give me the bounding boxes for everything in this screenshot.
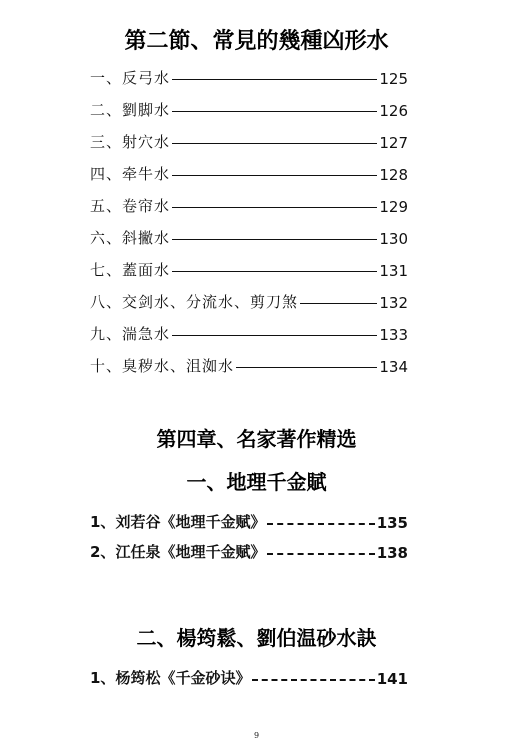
entry-title: 斜撇水: [122, 229, 171, 247]
toc-entry[interactable]: [90, 160, 408, 184]
entry-number: 三、: [90, 133, 123, 151]
dot-leader: [172, 271, 377, 272]
part2-title: 二、楊筠鬆、劉伯温砂水訣: [136, 626, 377, 650]
entry-page: 133: [379, 326, 408, 344]
entry-page: 129: [379, 198, 408, 216]
entry-title: 劉脚水: [122, 101, 171, 119]
entry-page: 134: [379, 358, 408, 376]
entry-page: 127: [379, 134, 408, 152]
dot-leader: [172, 79, 377, 80]
toc-entry[interactable]: [90, 64, 408, 88]
chapter-title: 第四章、名家著作精选: [156, 427, 357, 451]
entry-title: 江任泉《地理千金赋》: [115, 543, 266, 561]
toc-entry[interactable]: [90, 538, 408, 562]
dash-leader: [267, 523, 374, 525]
dot-leader: [172, 143, 377, 144]
page-number: 9: [253, 731, 260, 740]
entry-page: 138: [376, 544, 408, 562]
toc-entry[interactable]: [90, 256, 408, 280]
entry-number: 六、: [90, 229, 123, 247]
toc-entry[interactable]: [90, 320, 408, 344]
entry-title: 交剑水、分流水、剪刀煞: [122, 293, 299, 311]
toc-entry[interactable]: [90, 352, 408, 376]
entry-title: 蓋面水: [122, 261, 171, 279]
entry-page: 132: [379, 294, 408, 312]
entry-number: 九、: [90, 325, 123, 343]
entry-page: 131: [379, 262, 408, 280]
part1-title: 一、地理千金賦: [186, 470, 327, 494]
dot-leader: [172, 239, 377, 240]
entry-number: 1、: [90, 669, 116, 687]
entry-title: 牵牛水: [122, 165, 171, 183]
entry-title: 臭秽水、沮洳水: [122, 357, 235, 375]
toc-entry[interactable]: [90, 192, 408, 216]
entry-page: 135: [376, 514, 408, 532]
dot-leader: [300, 303, 377, 304]
entry-number: 1、: [90, 513, 116, 531]
entry-number: 五、: [90, 197, 123, 215]
dash-leader: [267, 553, 374, 555]
entry-title: 湍急水: [122, 325, 171, 343]
entry-title: 杨筠松《千金砂诀》: [115, 669, 251, 687]
entry-title: 射穴水: [122, 133, 171, 151]
entry-page: 128: [379, 166, 408, 184]
dot-leader: [172, 175, 377, 176]
toc-entry[interactable]: [90, 508, 408, 532]
dot-leader: [172, 335, 377, 336]
toc-entry[interactable]: [90, 224, 408, 248]
entry-number: 2、: [90, 543, 116, 561]
entry-page: 126: [379, 102, 408, 120]
entry-number: 二、: [90, 101, 123, 119]
entry-title: 反弓水: [122, 69, 171, 87]
toc-entry[interactable]: [90, 128, 408, 152]
entry-page: 141: [376, 670, 408, 688]
entry-page: 130: [379, 230, 408, 248]
section-title: 第二節、常見的幾種凶形水: [124, 29, 389, 54]
dot-leader: [172, 111, 377, 112]
entry-number: 八、: [90, 293, 123, 311]
entry-number: 一、: [90, 69, 123, 87]
entry-title: 卷帘水: [122, 197, 171, 215]
toc-entry[interactable]: [90, 288, 408, 312]
entry-page: 125: [379, 70, 408, 88]
entry-title: 刘若谷《地理千金赋》: [115, 513, 266, 531]
entry-number: 七、: [90, 261, 123, 279]
toc-entry[interactable]: [90, 96, 408, 120]
entry-number: 四、: [90, 165, 123, 183]
dot-leader: [236, 367, 377, 368]
dot-leader: [172, 207, 377, 208]
toc-entry[interactable]: [90, 664, 408, 688]
entry-number: 十、: [90, 357, 123, 375]
dash-leader: [252, 679, 374, 681]
